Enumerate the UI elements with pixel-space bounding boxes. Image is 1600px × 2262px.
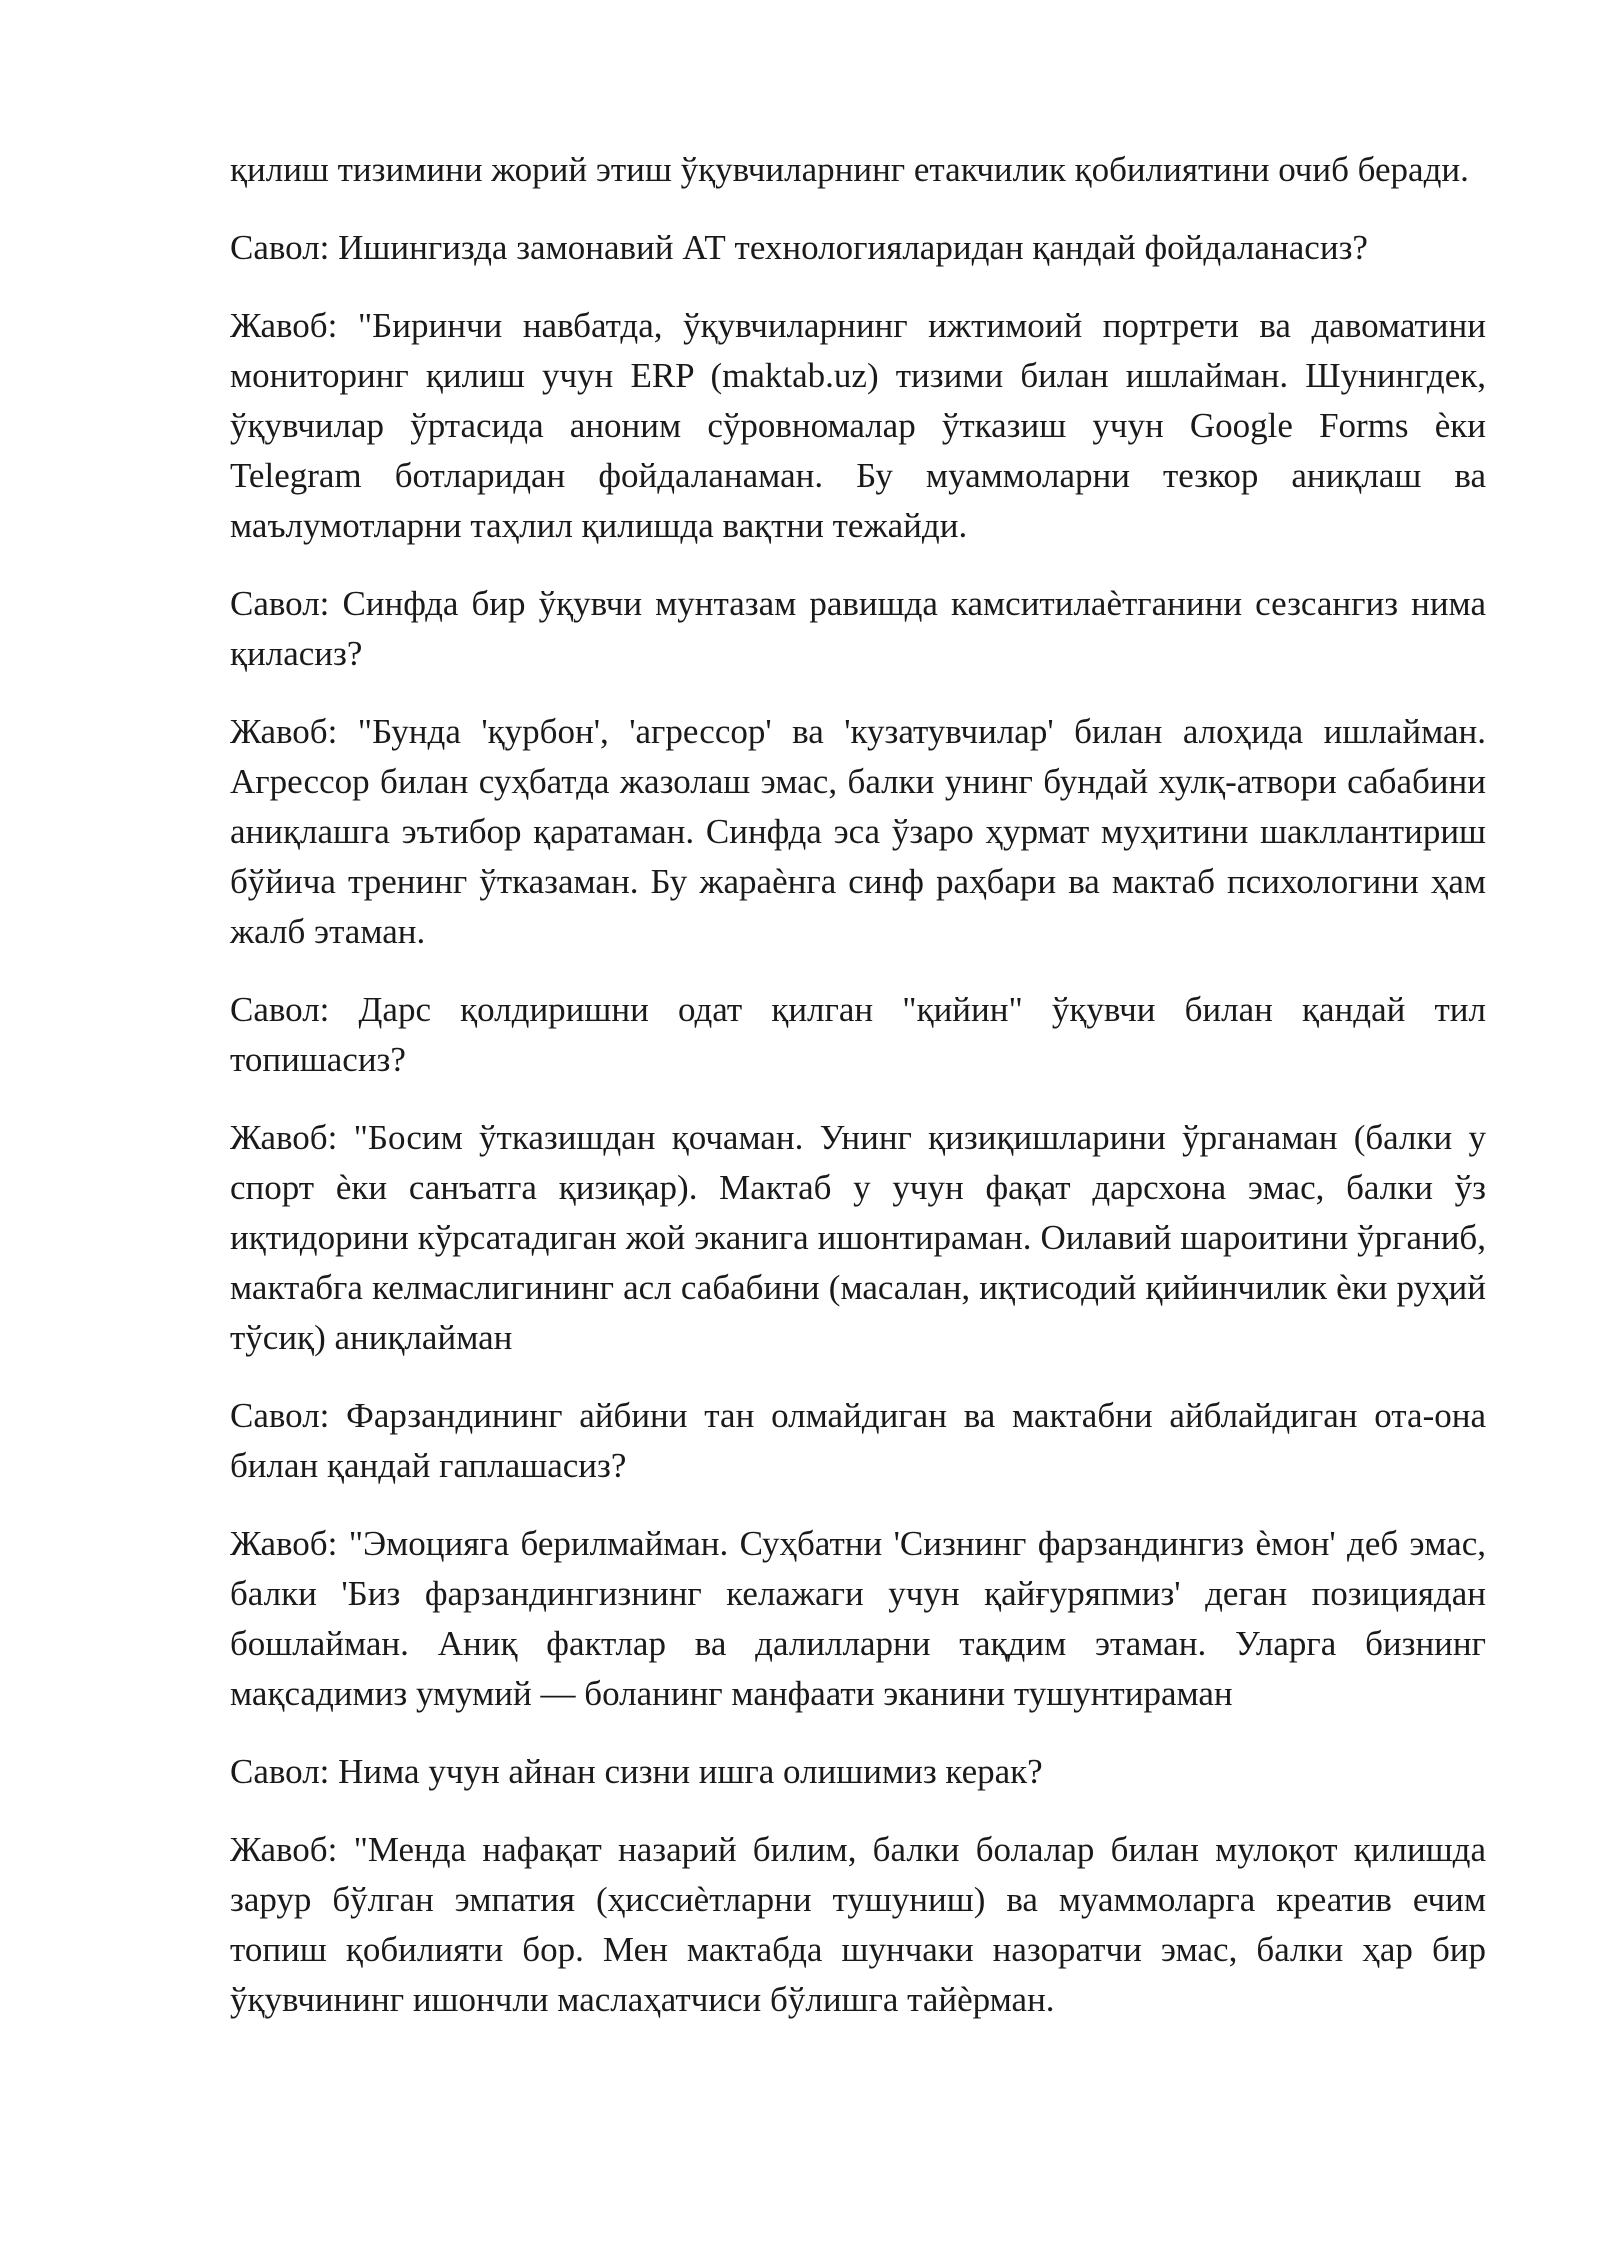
question-paragraph: Савол: Фарзандининг айбини тан олмайдиган ва мактабни айблайдиган ота-она билан қандай гаплашасиз? <box>230 1396 1486 1485</box>
answer-paragraph: Жавоб: "Эмоцияга берилмайман. Суҳбатни 'Сизнинг фарзандингиз ѐмон' деб эмас, балки 'Биз фарзандингизнинг келажаги учун қайғуряпмиз' деган позициядан бошлайман. Аниқ фактлар ва далилларни тақдим этаман. Уларга бизнинг мақсадимиз умумий — боланинг манфаати эканини тушунтираман <box>230 1524 1486 1713</box>
question-paragraph: Савол: Синфда бир ўқувчи мунтазам равишда камситилаѐтганини сезсангиз нима қиласиз? <box>230 584 1486 673</box>
answer-paragraph: Жавоб: "Бунда 'қурбон', 'агрессор' ва 'кузатувчилар' билан алоҳида ишлайман. Агрессор билан суҳбатда жазолаш эмас, балки унинг бундай хулқ-атвори сабабини аниқлашга эътибор қаратаман. Синфда эса ўзаро ҳурмат муҳитини шакллантириш бўйича тренинг ўтказаман. Бу жараѐнга синф раҳбари ва мактаб психологини ҳам жалб этаман. <box>230 712 1486 951</box>
question-paragraph: Савол: Ишингизда замонавий АТ технологияларидан қандай фойдаланасиз? <box>230 228 1368 267</box>
answer-paragraph: Жавоб: "Биринчи навбатда, ўқувчиларнинг ижтимоий портрети ва давоматини мониторинг қилиш учун ERP (maktab.uz) тизими билан ишлайман. Шунингдек, ўқувчилар ўртасида аноним сўровномалар ўтказиш учун Google Forms ѐки Telegram ботларидан фойдаланаман. Бу муаммоларни тезкор аниқлаш ва маълумотларни таҳлил қилишда вақтни тежайди. <box>230 306 1486 545</box>
document-page <box>230 145 1486 2053</box>
continuation-paragraph: қилиш тизимини жорий этиш ўқувчиларнинг етакчилик қобилиятини очиб беради. <box>230 150 1469 189</box>
answer-paragraph: Жавоб: "Менда нафақат назарий билим, балки болалар билан мулоқот қилишда зарур бўлган эмпатия (ҳиссиѐтларни тушуниш) ва муаммоларга креатив ечим топиш қобилияти бор. Мен мактабда шунчаки назоратчи эмас, балки ҳар бир ўқувчининг ишончли маслаҳатчиси бўлишга тайѐрман. <box>230 1830 1486 2019</box>
question-paragraph: Савол: Дарс қолдиришни одат қилган "қийин" ўқувчи билан қандай тил топишасиз? <box>230 990 1486 1079</box>
answer-paragraph: Жавоб: "Босим ўтказишдан қочаман. Унинг қизиқишларини ўрганаман (балки у спорт ѐки санъатга қизиқар). Мактаб у учун фақат дарсхона эмас, балки ўз иқтидорини кўрсатадиган жой эканига ишонтираман. Оилавий шароитини ўрганиб, мактабга келмаслигининг асл сабабини (масалан, иқтисодий қийинчилик ѐки руҳий тўсиқ) аниқлайман <box>230 1118 1486 1357</box>
question-paragraph: Савол: Нима учун айнан сизни ишга олишимиз керак? <box>230 1752 1043 1791</box>
